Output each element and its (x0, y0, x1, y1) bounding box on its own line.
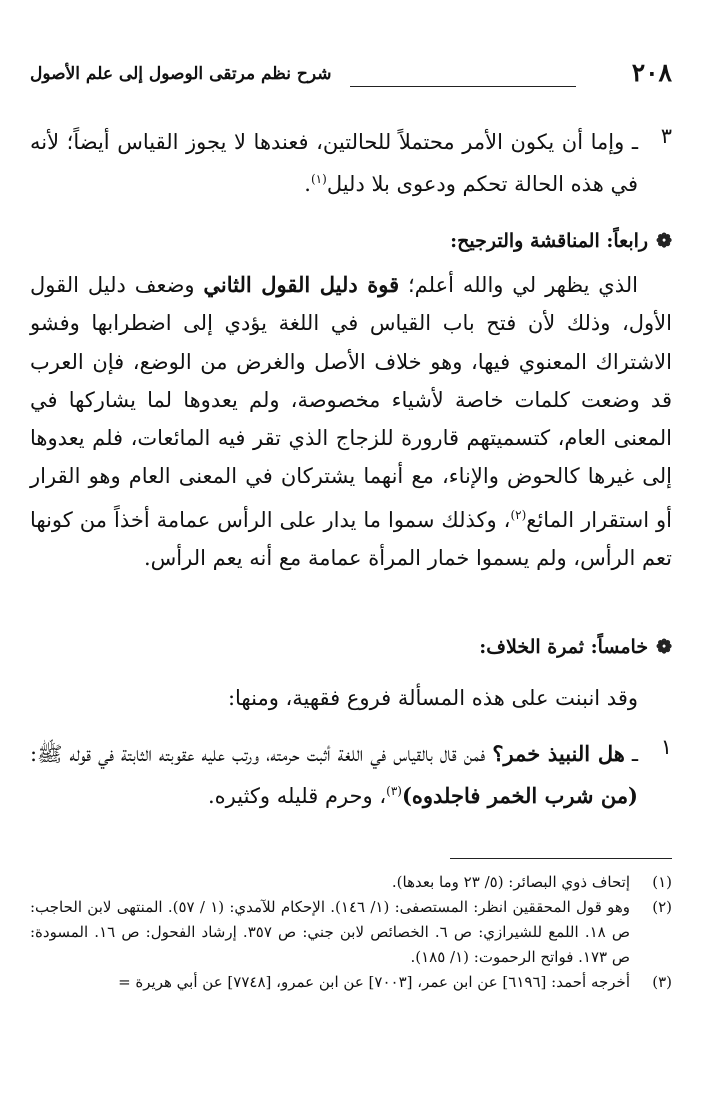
para-bold-text: قوة دليل القول الثاني (203, 272, 400, 297)
para-text-2: وضعف دليل القول الأول، وذلك لأن فتح باب القياس في اللغة يؤدي إلى اضطرابها وفشو الاشتراك المعنوي فيها، وهو خلاف الأصل والغرض من الوضع، فإن العرب قد وضعت كلمات خاصة لأشياء مخصوصة، ولم يعدوها لما يشاركها في المعنى العام، كتسميتهم قارورة للزجاج الذي تقر فيه المائعات، فلم يعدوها إلى غيرها كالحوض والإناء، مع أنهما يشتركان في المعنى العام وهو القرار أو استقرار المائع (30, 273, 672, 532)
item-number: ٣ (660, 124, 672, 148)
footnote-3 (30, 970, 672, 995)
footnote-ref-1: (١) (310, 172, 327, 186)
footnote-text: وهو قول المحققين انظر: المستصفى: (١/ ١٤٦). الإحكام للآمدي: (١ / ٥٧). المنتهى لابن الحاجب: ص ١٨. اللمع للشيرازي: ص ٦. الخصائص لابن جني: ص ٣٥٧. إرشاد الفحول: ص ١٦. المسودة: ص ١٧٣. فواتح الرحموت: (١/ ١٨٥). (30, 898, 631, 966)
discussion-paragraph (30, 266, 672, 577)
section-heading-text: خامساً: ثمرة الخلاف: (479, 636, 649, 658)
page-number: ٢٠٨ (631, 58, 672, 87)
footnote-text: أخرجه أحمد: [٦١٩٦] عن ابن عمر، [٧٠٠٣] عن ابن عمرو، [٧٧٤٨] عن أبي هريرة = (118, 973, 630, 991)
header-rule (350, 86, 576, 87)
running-title: شرح نظم مرتقى الوصول إلى علم الأصول (30, 64, 332, 84)
footnote-text: إتحاف ذوي البصائر: (٥/ ٢٣ وما بعدها). (391, 873, 630, 891)
item-question: هل النبيذ خمر؟ (492, 741, 625, 766)
footnote-ref-2: (٢) (510, 507, 527, 522)
footnote-number: (٣) (652, 973, 672, 991)
footnotes (30, 870, 672, 995)
footnote-number: (٢) (652, 898, 672, 916)
item-text-end: . (304, 172, 311, 196)
item-text (30, 735, 638, 815)
footnote-2 (30, 895, 672, 970)
footnote-1 (30, 870, 672, 895)
item-text (30, 124, 638, 203)
footnote-divider (450, 858, 672, 859)
item-text-1: فمن قال بالقياس في اللغة أثبت حرمته، ورتب عليه عقوبته الثابتة في قوله ﷺ: (30, 742, 493, 766)
item-dash: ـ (624, 742, 638, 766)
section-heading-4 (450, 230, 672, 252)
footnote-ref-3: (٣) (386, 784, 402, 798)
para-text-3: ، وكذلك سموا ما يدار على الرأس عمامة أخذاً من كونها تعم الرأس، ولم يسموا خمار المرأة عمامة مع أنه يعم الرأس. (30, 507, 672, 571)
hadith-quote: (من شرب الخمر فاجلدوه) (401, 783, 638, 808)
item-number: ١ (660, 735, 672, 759)
item-text-body: ـ وإما أن يكون الأمر محتملاً للحالتين، فعندها لا يجوز القياس أيضاً؛ لأنه في هذه الحالة تحكم ودعوى بلا دليل (30, 130, 638, 196)
section-heading-5 (479, 636, 672, 658)
running-header (30, 58, 672, 92)
flower-icon: ❁ (656, 230, 672, 252)
list-item-1 (30, 735, 672, 855)
flower-icon: ❁ (656, 636, 672, 658)
para-text-1: الذي يظهر لي والله أعلم؛ (399, 273, 638, 297)
section-heading-text: رابعاً: المناقشة والترجيح: (450, 230, 649, 252)
list-item-3 (30, 124, 672, 204)
intro-text: وقد انبنت على هذه المسألة فروع فقهية، ومنها: (227, 686, 638, 710)
item-text-2: ، وحرم قليله وكثيره. (207, 784, 387, 808)
section-intro (30, 683, 672, 713)
footnote-number: (١) (652, 873, 672, 891)
